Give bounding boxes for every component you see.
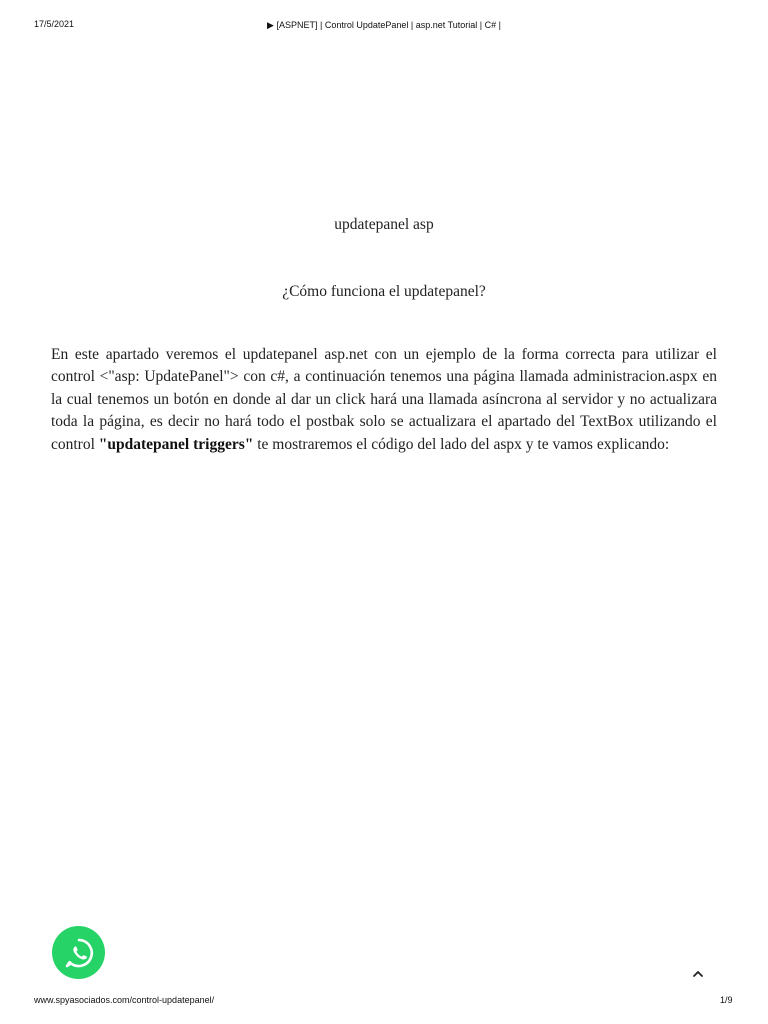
page-number: 1/9 — [720, 995, 733, 1005]
paragraph-text-end: te mostraremos el código del lado del aspx y te vamos explicando: — [253, 435, 670, 453]
footer-url: www.spyasociados.com/control-updatepanel/ — [34, 995, 215, 1005]
paragraph-bold-term: "updatepanel triggers" — [98, 435, 254, 453]
print-date: 17/5/2021 — [34, 19, 75, 29]
section-question: ¿Cómo funciona el updatepanel? — [282, 283, 486, 300]
paragraph-text-start: En este apartado veremos el updatepanel asp.net con un ejemplo de la forma correcta para utilizar el control <"asp: UpdatePanel"> con c#, a continuación tenemos una página llamada administracion.aspx en la cual tenemos un botón en donde al dar un click hará una llamada asíncrona al servidor y no actualizara toda la página, es decir no hará todo el postbak solo se actualizara el apartado del TextBox utilizando el control — [51, 345, 717, 453]
page-header-title: ▶ [ASPNET] | Control UpdatePanel | asp.net Tutorial | C# | — [267, 20, 501, 30]
section-title: updatepanel asp — [334, 216, 434, 233]
whatsapp-button[interactable] — [52, 926, 105, 979]
body-paragraph — [51, 344, 717, 457]
whatsapp-icon — [62, 936, 96, 970]
chevron-up-icon[interactable] — [690, 966, 706, 982]
